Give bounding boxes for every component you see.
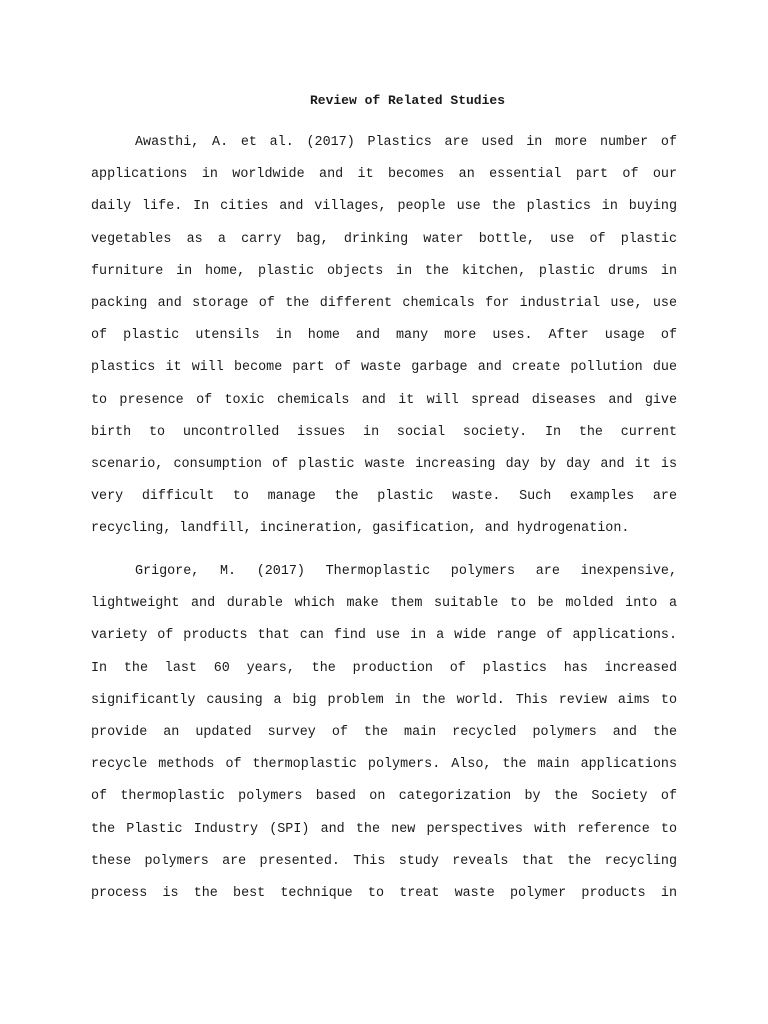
page-title: Review of Related Studies [309, 93, 506, 108]
text-line: lightweight and durable which make them suitable to be molded into a [91, 596, 677, 612]
text-line: packing and storage of the different chemicals for industrial use, use [91, 295, 677, 311]
paragraph-grigore [91, 556, 677, 910]
paragraph-awasthi [91, 127, 677, 545]
text-line: these polymers are presented. This study reveals that the recycling [91, 853, 677, 869]
text-line: plastics it will become part of waste garbage and create pollution due [91, 360, 677, 376]
text-line: applications in worldwide and it becomes an essential part of our [91, 167, 677, 183]
text-line: provide an updated survey of the main recycled polymers and the [91, 724, 677, 740]
text-line: Awasthi, A. et al. (2017) Plastics are used in more number of [135, 135, 677, 150]
text-line: of plastic utensils in home and many more uses. After usage of [91, 328, 677, 344]
text-line: process is the best technique to treat waste polymer products in [91, 885, 677, 901]
text-line: recycle methods of thermoplastic polymers. Also, the main applications [91, 757, 677, 773]
text-line: furniture in home, plastic objects in the kitchen, plastic drums in [91, 263, 677, 279]
text-line: significantly causing a big problem in the world. This review aims to [91, 692, 677, 708]
text-line: In the last 60 years, the production of plastics has increased [91, 660, 677, 676]
text-line: Grigore, M. (2017) Thermoplastic polymers are inexpensive, [135, 564, 677, 579]
text-line: birth to uncontrolled issues in social society. In the current [91, 424, 677, 440]
text-line: recycling, landfill, incineration, gasification, and hydrogenation. [91, 521, 630, 537]
text-line: vegetables as a carry bag, drinking water bottle, use of plastic [91, 231, 677, 247]
text-line: scenario, consumption of plastic waste increasing day by day and it is [91, 456, 677, 472]
text-line: to presence of toxic chemicals and it will spread diseases and give [91, 392, 677, 408]
text-line: the Plastic Industry (SPI) and the new perspectives with reference to [91, 821, 677, 837]
text-line: daily life. In cities and villages, people use the plastics in buying [91, 199, 677, 215]
text-line: very difficult to manage the plastic waste. Such examples are [91, 489, 677, 505]
text-line: variety of products that can find use in a wide range of applications. [91, 628, 677, 644]
text-line: of thermoplastic polymers based on categorization by the Society of [91, 789, 677, 805]
